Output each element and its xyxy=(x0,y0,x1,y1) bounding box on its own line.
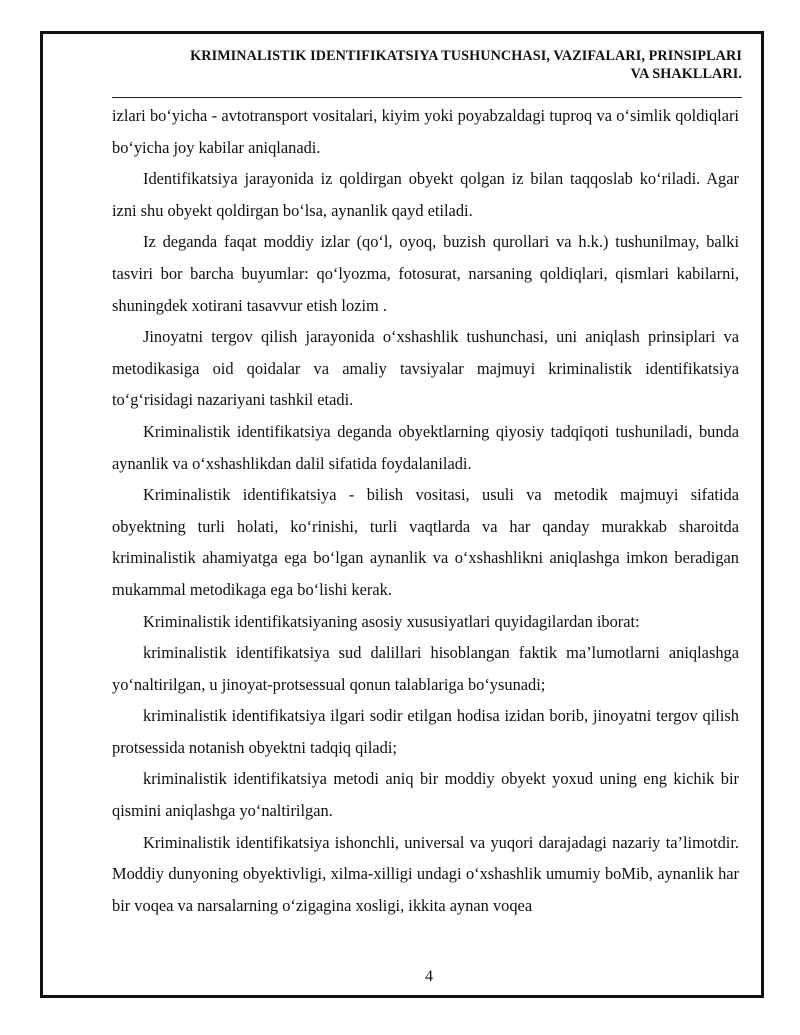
header-title-line-1: KRIMINALISTIK IDENTIFIKATSIYA TUSHUNCHASI, VAZIFALARI, PRINSIPLARI xyxy=(190,48,742,64)
paragraph: Kriminalistik identifikatsiya deganda obyektlarning qiyosiy tadqiqoti tushuniladi, bunda aynanlik va o‘xshashlikdan dalil sifatida foydalaniladi. xyxy=(112,421,739,473)
paragraph: Identifikatsiya jarayonida iz qoldirgan obyekt qolgan iz bilan taqqoslab ko‘riladi. Agar izni shu obyekt qoldirgan bo‘lsa, aynanlik qayd etiladi. xyxy=(112,169,739,220)
page-number: 4 xyxy=(425,968,433,985)
header-title-line-2: VA SHAKLLARI. xyxy=(630,66,742,82)
list-item: kriminalistik identifikatsiya metodi aniq bir moddiy obyekt yoxud uning eng kichik bir qismini aniqlashga yo‘naltirilgan. xyxy=(112,769,739,821)
paragraph: Kriminalistik identifikatsiya - bilish vositasi, usuli va metodik majmuyi sifatida obyektning turli holati, ko‘rinishi, turli vaqtlarda va har qanday murakkab sharoitda kriminalistik ahamiyatga ega bo‘lgan aynanlik va o‘xshashlikni aniqlashga imkon beradigan mukammal metodikaga ega bo‘lishi kerak. xyxy=(112,485,739,599)
paragraph: Kriminalistik identifikatsiyaning asosiy xususiyatlari quyidagilardan iborat: xyxy=(143,611,640,631)
list-item: kriminalistik identifikatsiya ilgari sodir etilgan hodisa izidan borib, jinoyatni tergov qilish protsessida notanish obyektni tadqiq qiladi; xyxy=(112,706,739,757)
paragraph: Kriminalistik identifikatsiya ishonchli, universal va yuqori darajadagi nazariy ta’limotdir. Moddiy dunyoning obyektivligi, xilma-xilligi undagi o‘xshashlik umumiy boMib, aynanlik har bir voqea va narsalarning o‘zigagina xosligi, ikkita aynan voqea xyxy=(112,832,739,915)
list-item: kriminalistik identifikatsiya sud dalillari hisoblangan faktik ma’lumotlarni aniqlashga yo‘naltirilgan, u jinoyat-protsessual qonun talablariga bo‘ysunadi; xyxy=(112,643,739,694)
paragraph-continuation: izlari bo‘yicha - avtotransport vositalari, kiyim yoki poyabzaldagi tuproq va o‘simlik qoldiqlari bo‘yicha joy kabilar aniqlanadi. xyxy=(112,106,739,157)
paragraph: Jinoyatni tergov qilish jarayonida o‘xshashlik tushunchasi, uni aniqlash prinsiplari va metodikasiga oid qoidalar va amaliy tavsiyalar majmuyi kriminalistik identifikatsiya to‘g‘risidagi nazariyani tashkil etadi. xyxy=(112,327,739,410)
document-body xyxy=(112,100,739,921)
header-divider xyxy=(112,97,742,98)
running-header xyxy=(112,47,742,83)
paragraph: Iz deganda faqat moddiy izlar (qo‘l, oyoq, buzish qurollari va h.k.) tushunilmay, balki tasviri bor barcha buyumlar: qo‘lyozma, fotosurat, narsaning qoldiqlari, qismlari kabilarni, shuningdek xotirani tasavvur etish lozim . xyxy=(112,232,739,315)
